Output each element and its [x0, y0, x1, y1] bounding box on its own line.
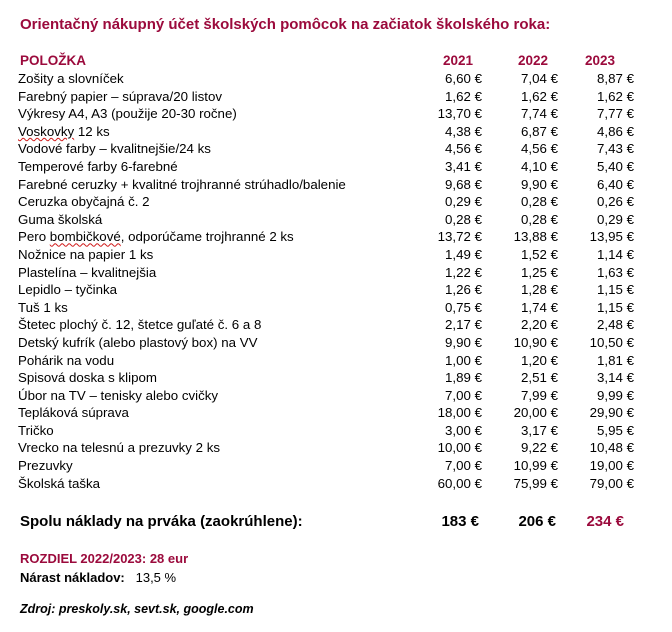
table-row	[18, 246, 634, 264]
item-name-part: Voskovky	[18, 123, 75, 139]
price-2022: 9,22 €	[521, 440, 558, 456]
item-name: Vrecko na telesnú a prezuvky 2 ks	[18, 440, 221, 456]
price-2022: 7,04 €	[521, 71, 558, 86]
price-2021: 13,72 €	[437, 229, 482, 245]
item-name: Zošity a slovníček	[18, 71, 124, 86]
price-2021: 1,49 €	[445, 246, 482, 262]
header-year-2021: 2021	[443, 53, 474, 68]
table-row	[18, 123, 634, 141]
source-note: Zdroj: preskoly.sk, sevt.sk, google.com	[20, 602, 254, 616]
price-2022: 1,74 €	[521, 299, 558, 315]
table-row	[18, 88, 634, 106]
price-2021: 0,75 €	[445, 299, 482, 315]
price-2022: 2,51 €	[521, 370, 558, 386]
price-2022: 1,52 €	[521, 246, 558, 262]
item-name: Farebný papier – súprava/20 listov	[18, 88, 222, 104]
price-2021: 4,38 €	[445, 123, 482, 139]
price-2023: 9,99 €	[597, 387, 634, 403]
price-2021: 3,00 €	[445, 422, 482, 438]
table-row	[18, 70, 634, 88]
table-row	[18, 475, 634, 493]
price-2022: 10,90 €	[513, 334, 558, 350]
item-name-part: 12 ks	[74, 123, 110, 139]
item-name: Úbor na TV – tenisky alebo cvičky	[18, 387, 219, 403]
price-2022: 1,28 €	[521, 282, 558, 298]
price-2023: 19,00 €	[589, 458, 634, 474]
table-row	[18, 158, 634, 176]
price-2021: 1,26 €	[445, 282, 482, 298]
price-2023: 6,40 €	[597, 176, 634, 192]
item-name: Plastelína – kvalitnejšia	[18, 264, 157, 280]
table-row	[18, 176, 634, 194]
price-2021: 0,29 €	[445, 194, 482, 210]
growth-note	[20, 570, 176, 585]
price-2022: 9,90 €	[521, 176, 558, 192]
table-row	[18, 439, 634, 457]
table-row	[18, 211, 634, 229]
table-row	[18, 404, 634, 422]
price-2022: 4,56 €	[521, 141, 558, 157]
price-2023: 10,48 €	[589, 440, 634, 456]
price-2021: 7,00 €	[445, 458, 482, 474]
total-label: Spolu náklady na prváka (zaokrúhlene):	[20, 513, 303, 530]
price-2021: 3,41 €	[445, 158, 482, 174]
item-name: Ceruzka obyčajná č. 2	[18, 194, 150, 210]
table-row	[18, 352, 634, 370]
table-row	[18, 193, 634, 211]
header-item: POLOŽKA	[20, 53, 86, 68]
table-row	[18, 264, 634, 282]
price-2022: 4,10 €	[521, 158, 558, 174]
item-name: Prezuvky	[18, 458, 73, 474]
price-2022: 3,17 €	[521, 422, 558, 438]
table-row	[18, 316, 634, 334]
price-2023: 1,14 €	[597, 246, 634, 262]
total-2021: 183 €	[441, 513, 479, 530]
table-row	[18, 105, 634, 123]
table-row	[18, 281, 634, 299]
price-2021: 7,00 €	[445, 387, 482, 403]
price-2023: 1,81 €	[597, 352, 634, 368]
price-2022: 1,20 €	[521, 352, 558, 368]
price-2023: 5,95 €	[597, 422, 634, 438]
item-name-part: bombičkové	[49, 229, 121, 245]
price-2022: 6,87 €	[521, 123, 558, 139]
price-2023: 4,86 €	[597, 123, 634, 139]
price-2021: 1,89 €	[445, 370, 482, 386]
price-2023: 1,63 €	[597, 264, 634, 280]
price-2022: 1,25 €	[521, 264, 558, 280]
price-2022: 0,28 €	[521, 194, 558, 210]
price-2021: 1,62 €	[445, 88, 482, 104]
table-row	[18, 228, 634, 246]
price-2023: 1,15 €	[597, 299, 634, 315]
growth-value: 13,5 %	[135, 570, 177, 585]
item-name: Guma školská	[18, 211, 103, 227]
table-row	[18, 387, 634, 405]
price-2023: 7,77 €	[597, 106, 634, 122]
item-name-part: , odporúčame trojhranné 2 ks	[120, 229, 294, 245]
table-row	[18, 334, 634, 352]
price-2021: 1,00 €	[445, 352, 482, 368]
price-2023: 29,90 €	[589, 405, 634, 421]
price-2021: 6,60 €	[445, 71, 482, 86]
item-name: Tričko	[18, 422, 54, 438]
price-2022: 10,99 €	[513, 458, 558, 474]
table-row	[18, 299, 634, 317]
items-table	[18, 70, 634, 492]
price-2023: 1,15 €	[597, 282, 634, 298]
item-name: Vodové farby – kvalitnejšie/24 ks	[18, 141, 211, 157]
price-2023: 79,00 €	[589, 475, 634, 491]
item-name: Tepláková súprava	[18, 405, 129, 421]
price-2022: 13,88 €	[513, 229, 558, 245]
price-2022: 7,74 €	[521, 106, 558, 122]
difference-note: ROZDIEL 2022/2023: 28 eur	[20, 551, 189, 566]
table-row	[18, 457, 634, 475]
price-2022: 75,99 €	[513, 475, 558, 491]
item-name: Školská taška	[18, 475, 101, 491]
total-2023: 234 €	[586, 513, 624, 530]
price-2023: 10,50 €	[589, 334, 634, 350]
price-2022: 1,62 €	[521, 88, 558, 104]
price-2021: 1,22 €	[445, 264, 482, 280]
price-2022: 20,00 €	[513, 405, 558, 421]
item-name: Spisová doska s klipom	[18, 370, 157, 386]
item-name: Tuš 1 ks	[18, 299, 68, 315]
price-2023: 8,87 €	[597, 71, 634, 86]
item-name: Farebné ceruzky + kvalitné trojhranné strúhadlo/balenie	[18, 176, 346, 192]
price-2021: 9,90 €	[445, 334, 482, 350]
header-year-2022: 2022	[518, 53, 549, 68]
item-name	[18, 123, 430, 141]
price-2021: 2,17 €	[445, 317, 482, 333]
item-name	[18, 228, 430, 246]
price-2023: 13,95 €	[589, 229, 634, 245]
price-2023: 2,48 €	[597, 317, 634, 333]
price-2023: 5,40 €	[597, 158, 634, 174]
header-year-2023: 2023	[585, 53, 616, 68]
price-2023: 7,43 €	[597, 141, 634, 157]
price-2021: 13,70 €	[437, 106, 482, 122]
price-2023: 0,26 €	[597, 194, 634, 210]
price-2023: 3,14 €	[597, 370, 634, 386]
table-row	[18, 140, 634, 158]
price-2021: 0,28 €	[445, 211, 482, 227]
item-name: Výkresy A4, A3 (použije 20-30 ročne)	[18, 106, 237, 122]
price-2022: 0,28 €	[521, 211, 558, 227]
item-name: Temperové farby 6-farebné	[18, 158, 178, 174]
item-name-part: Pero	[18, 229, 50, 245]
price-2023: 1,62 €	[597, 88, 634, 104]
price-2021: 4,56 €	[445, 141, 482, 157]
price-2021: 18,00 €	[437, 405, 482, 421]
total-2022: 206 €	[518, 513, 556, 530]
price-2022: 7,99 €	[521, 387, 558, 403]
growth-label: Nárast nákladov:	[20, 570, 125, 585]
price-2021: 10,00 €	[437, 440, 482, 456]
page-title: Orientačný nákupný účet školských pomôcok na začiatok školského roka:	[20, 16, 551, 33]
price-2021: 60,00 €	[437, 475, 482, 491]
price-2022: 2,20 €	[521, 317, 558, 333]
item-name: Štetec plochý č. 12, štetce guľaté č. 6 a 8	[18, 317, 262, 333]
price-2023: 0,29 €	[597, 211, 634, 227]
table-row	[18, 369, 634, 387]
item-name: Detský kufrík (alebo plastový box) na VV	[18, 334, 258, 350]
price-2021: 9,68 €	[445, 176, 482, 192]
table-row	[18, 422, 634, 440]
item-name: Lepidlo – tyčinka	[18, 282, 118, 298]
item-name: Nožnice na papier 1 ks	[18, 246, 154, 262]
item-name: Pohárik na vodu	[18, 352, 115, 368]
